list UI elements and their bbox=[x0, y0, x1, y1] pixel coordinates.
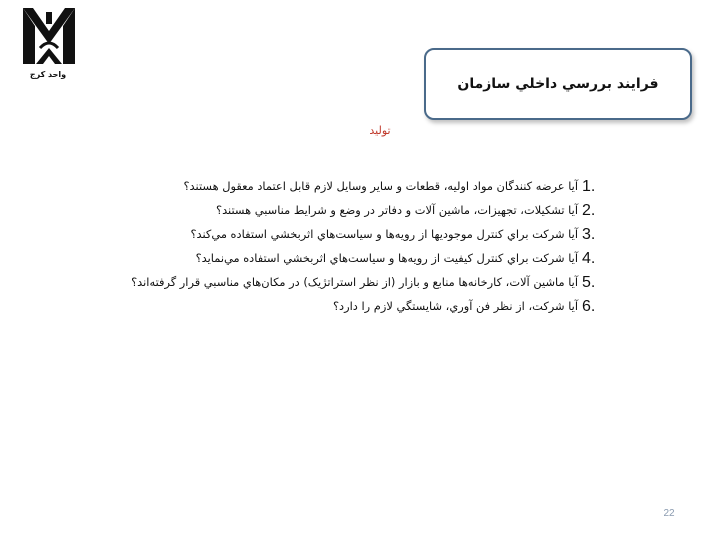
list-item bbox=[96, 297, 608, 316]
item-number: 4. bbox=[582, 250, 596, 267]
section-label: تولید bbox=[369, 124, 391, 137]
item-text: آيا تشکيلات، تجهيزات، ماشين آلات و دفاتر در وضع و شرايط مناسبي هستند؟ bbox=[216, 203, 578, 217]
item-text: آيا شرکت، از نظر فن آوري، شايستگي لازم را دارد؟ bbox=[333, 299, 578, 313]
item-number: 5. bbox=[582, 274, 596, 291]
item-text: آيا ماشين آلات، کارخانه‌ها منابع و بازار (از نظر استراتژيک) در مکان‌هاي مناسبي قرار گرفته‌اند؟ bbox=[131, 275, 578, 289]
numbered-list bbox=[96, 177, 608, 321]
list-item bbox=[96, 201, 608, 220]
list-item bbox=[96, 177, 608, 196]
item-text: آيا شرکت براي کنترل کيفيت از رويه‌ها و سياست‌هاي اثربخشي استفاده مي‌نمايد؟ bbox=[195, 251, 578, 265]
item-text: آيا شرکت براي کنترل موجوديها از رويه‌ها و سياست‌هاي اثربخشي استفاده مي‌کند؟ bbox=[190, 227, 578, 241]
list-item bbox=[96, 249, 608, 268]
list-item bbox=[96, 273, 608, 292]
item-number: 6. bbox=[582, 298, 596, 315]
list-item bbox=[96, 225, 608, 244]
item-number: 3. bbox=[582, 226, 596, 243]
item-number: 1. bbox=[582, 178, 596, 195]
item-number: 2. bbox=[582, 202, 596, 219]
logo-caption: واحد کرج bbox=[29, 70, 67, 79]
page-number: 22 bbox=[663, 508, 675, 519]
item-text: آيا عرضه کنندگان مواد اوليه، قطعات و ساير وسايل لازم قابل اعتماد معقول هستند؟ bbox=[183, 179, 578, 193]
title-frame bbox=[424, 48, 692, 120]
slide-title: فرايند بررسي داخلي سازمان bbox=[457, 76, 659, 92]
